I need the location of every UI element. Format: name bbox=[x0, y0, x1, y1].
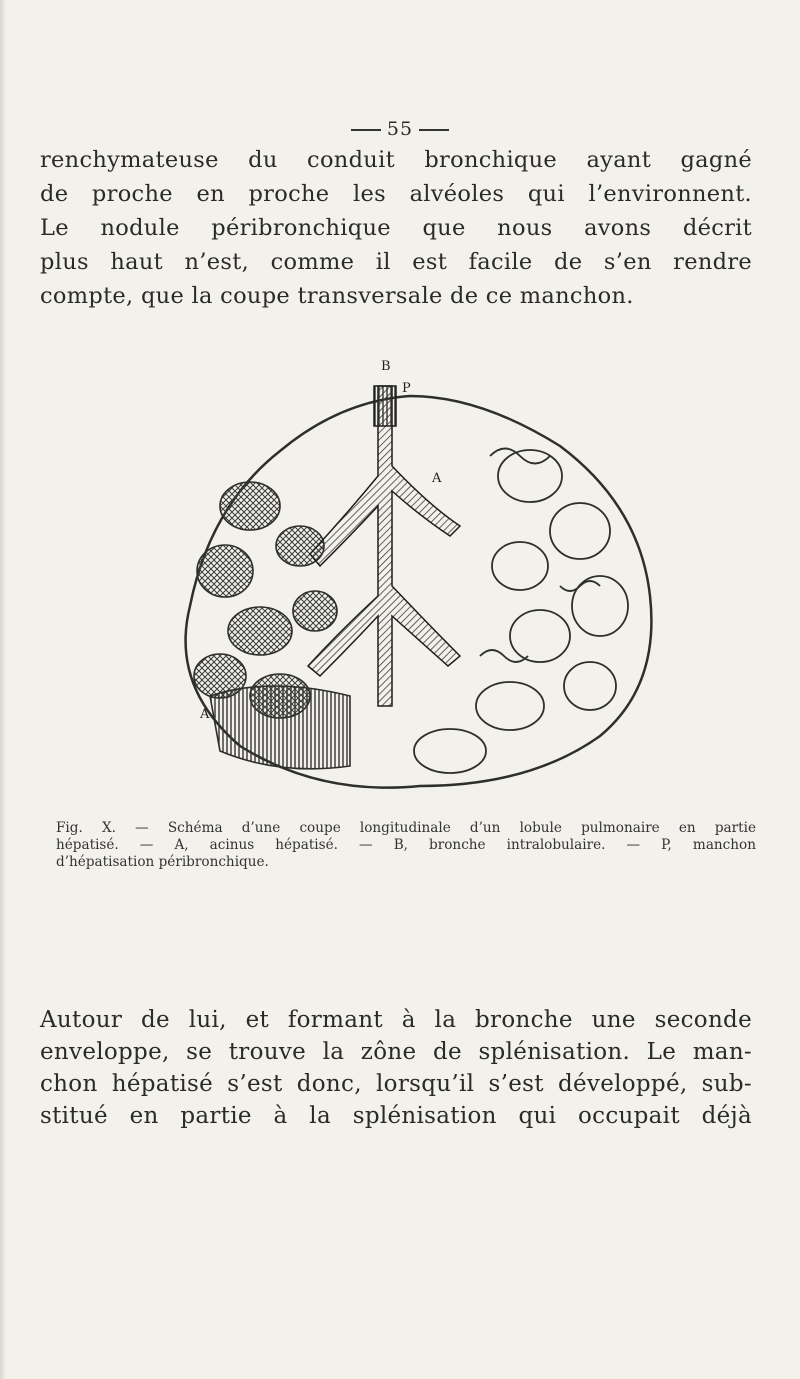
lobule-schematic-figure bbox=[130, 356, 690, 806]
figure-label-b: B bbox=[381, 359, 391, 374]
text-line: plus haut n’est, comme il est facile de s’en rendre bbox=[40, 249, 752, 275]
page-number-dash-left bbox=[351, 129, 381, 131]
acini-left bbox=[194, 482, 337, 718]
figure-label-p: P bbox=[402, 381, 411, 396]
text-line: de proche en proche les alvéoles qui l’environnent. bbox=[40, 181, 752, 207]
text-line: stitué en partie à la splénisation qui occupait déjà bbox=[40, 1103, 752, 1129]
text-line: renchymateuse du conduit bronchique ayant gagné bbox=[40, 147, 752, 173]
paragraph-top bbox=[40, 143, 752, 313]
text-line: compte, que la coupe transversale de ce manchon. bbox=[40, 283, 634, 309]
bronchus-intralobular bbox=[308, 386, 460, 706]
caption-line: Fig. X. — Schéma d’une coupe longitudinale d’un lobule pulmonaire en partie bbox=[56, 820, 756, 836]
text-line: Autour de lui, et formant à la bronche une seconde bbox=[40, 1007, 752, 1033]
text-line: Le nodule péribronchique que nous avons décrit bbox=[40, 215, 752, 241]
page-edge-shadow bbox=[0, 0, 6, 1379]
page-number bbox=[0, 118, 800, 140]
hepatised-acinus-left bbox=[210, 686, 350, 769]
acini-right bbox=[414, 449, 628, 774]
paragraph-bottom bbox=[40, 1004, 752, 1132]
caption-line: d’hépatisation péribronchique. bbox=[56, 854, 269, 870]
caption-line: hépatisé. — A, acinus hépatisé. — B, bronche intralobulaire. — P, manchon bbox=[56, 837, 756, 853]
text-line: chon hépatisé s’est donc, lorsqu’il s’est développé, sub- bbox=[40, 1071, 752, 1097]
figure-label-a-right: A bbox=[432, 471, 442, 486]
figure-label-a-left: A bbox=[200, 707, 210, 722]
text-line: enveloppe, se trouve la zône de splénisation. Le man- bbox=[40, 1039, 752, 1065]
figure-caption bbox=[56, 820, 756, 871]
page-number-dash-right bbox=[419, 129, 449, 131]
page-number-text: 55 bbox=[386, 118, 414, 140]
